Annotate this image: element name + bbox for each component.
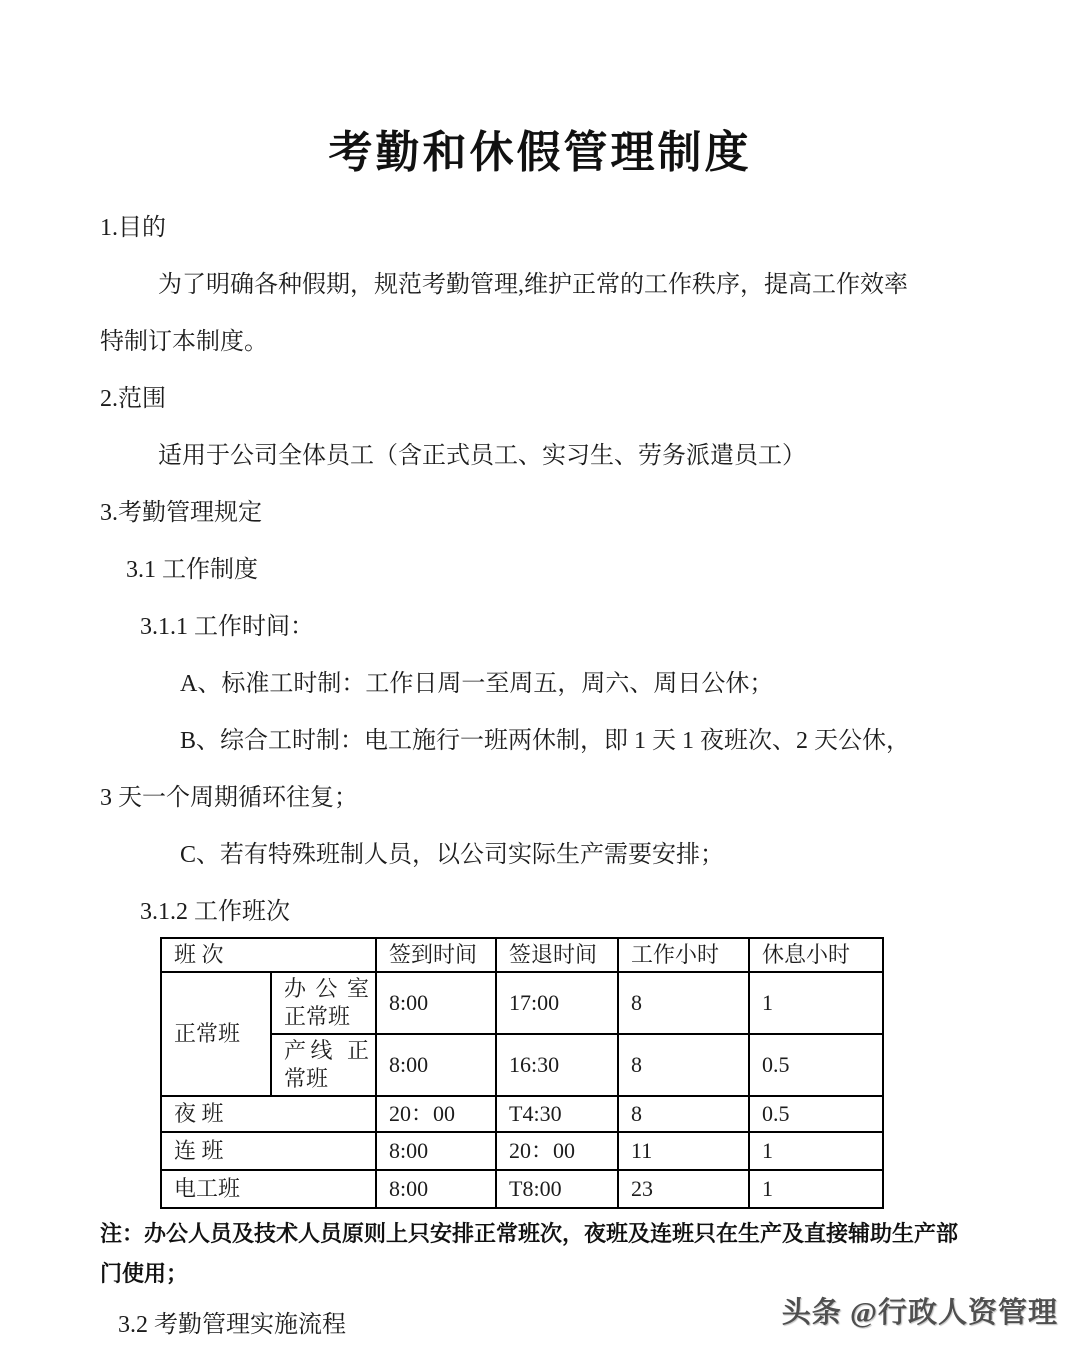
header-cell-shift: 班 次 bbox=[161, 938, 376, 972]
shift-table-header-row bbox=[161, 938, 883, 972]
section-2-heading: 2.范围 bbox=[100, 386, 166, 412]
cell-production-sign-in: 8:00 bbox=[376, 1034, 496, 1096]
work-time-item-c: C、若有特殊班制人员，以公司实际生产需要安排； bbox=[180, 842, 725, 868]
cell-office-work-hours: 8 bbox=[618, 972, 749, 1034]
section-3-2-heading: 3.2 考勤管理实施流程 bbox=[118, 1312, 346, 1338]
work-time-item-a: A、标准工时制：工作日周一至周五，周六、周日公休； bbox=[180, 671, 774, 697]
cell-double-sign-out: 20：00 bbox=[496, 1132, 618, 1170]
toutiao-watermark: 头条 @行政人资管理 bbox=[781, 1297, 1058, 1329]
cell-electrician-sign-out: T8:00 bbox=[496, 1170, 618, 1208]
cell-production-sign-out: 16:30 bbox=[496, 1034, 618, 1096]
cell-electrician-sign-in: 8:00 bbox=[376, 1170, 496, 1208]
work-shift-table bbox=[160, 937, 884, 1209]
cell-production-work-hours: 8 bbox=[618, 1034, 749, 1096]
header-cell-work-hours: 工作小时 bbox=[618, 938, 749, 972]
cell-production-rest-hours: 0.5 bbox=[749, 1034, 883, 1096]
cell-electrician-shift-label: 电工班 bbox=[161, 1170, 376, 1208]
table-row-office-normal bbox=[161, 972, 883, 1034]
cell-electrician-rest-hours: 1 bbox=[749, 1170, 883, 1208]
cell-double-shift-label: 连 班 bbox=[161, 1132, 376, 1170]
table-row-double-shift bbox=[161, 1132, 883, 1170]
table-row-night-shift bbox=[161, 1096, 883, 1132]
header-cell-sign-in: 签到时间 bbox=[376, 938, 496, 972]
cell-double-rest-hours: 1 bbox=[749, 1132, 883, 1170]
cell-double-work-hours: 11 bbox=[618, 1132, 749, 1170]
section-2-paragraph: 适用于公司全体员工（含正式员工、实习生、劳务派遣员工） bbox=[158, 443, 806, 469]
cell-night-rest-hours: 0.5 bbox=[749, 1096, 883, 1132]
document-title: 考勤和休假管理制度 bbox=[328, 128, 752, 177]
cell-production-shift-label: 产线 正常班 bbox=[271, 1034, 376, 1096]
cell-night-sign-out: T4:30 bbox=[496, 1096, 618, 1132]
work-time-item-b-line-1: B、综合工时制：电工施行一班两休制，即 1 天 1 夜班次、2 天公休， bbox=[180, 728, 911, 754]
section-1-heading: 1.目的 bbox=[100, 215, 166, 241]
cell-double-sign-in: 8:00 bbox=[376, 1132, 496, 1170]
section-1-paragraph-line-2: 特制订本制度。 bbox=[100, 329, 268, 355]
section-1-paragraph-line-1: 为了明确各种假期，规范考勤管理,维护正常的工作秩序，提高工作效率 bbox=[158, 272, 908, 298]
table-row-electrician-shift bbox=[161, 1170, 883, 1208]
cell-office-rest-hours: 1 bbox=[749, 972, 883, 1034]
section-3-1-1-heading: 3.1.1 工作时间： bbox=[140, 614, 314, 640]
cell-night-work-hours: 8 bbox=[618, 1096, 749, 1132]
work-time-item-b-line-2: 3 天一个周期循环往复； bbox=[100, 785, 358, 811]
cell-office-sign-in: 8:00 bbox=[376, 972, 496, 1034]
section-3-1-heading: 3.1 工作制度 bbox=[126, 557, 258, 583]
cell-normal-shift-group: 正常班 bbox=[161, 972, 271, 1096]
section-3-1-2-heading: 3.1.2 工作班次 bbox=[140, 899, 290, 925]
table-note-line-1: 注：办公人员及技术人员原则上只安排正常班次，夜班及连班只在生产及直接辅助生产部 bbox=[100, 1221, 959, 1246]
section-3-heading: 3.考勤管理规定 bbox=[100, 500, 262, 526]
cell-night-sign-in: 20：00 bbox=[376, 1096, 496, 1132]
header-cell-rest-hours: 休息小时 bbox=[749, 938, 883, 972]
cell-office-shift-label: 办公室正常班 bbox=[271, 972, 376, 1034]
header-cell-sign-out: 签退时间 bbox=[496, 938, 618, 972]
cell-night-shift-label: 夜 班 bbox=[161, 1096, 376, 1132]
cell-electrician-work-hours: 23 bbox=[618, 1170, 749, 1208]
table-note-line-2: 门使用； bbox=[100, 1261, 189, 1286]
cell-office-sign-out: 17:00 bbox=[496, 972, 618, 1034]
